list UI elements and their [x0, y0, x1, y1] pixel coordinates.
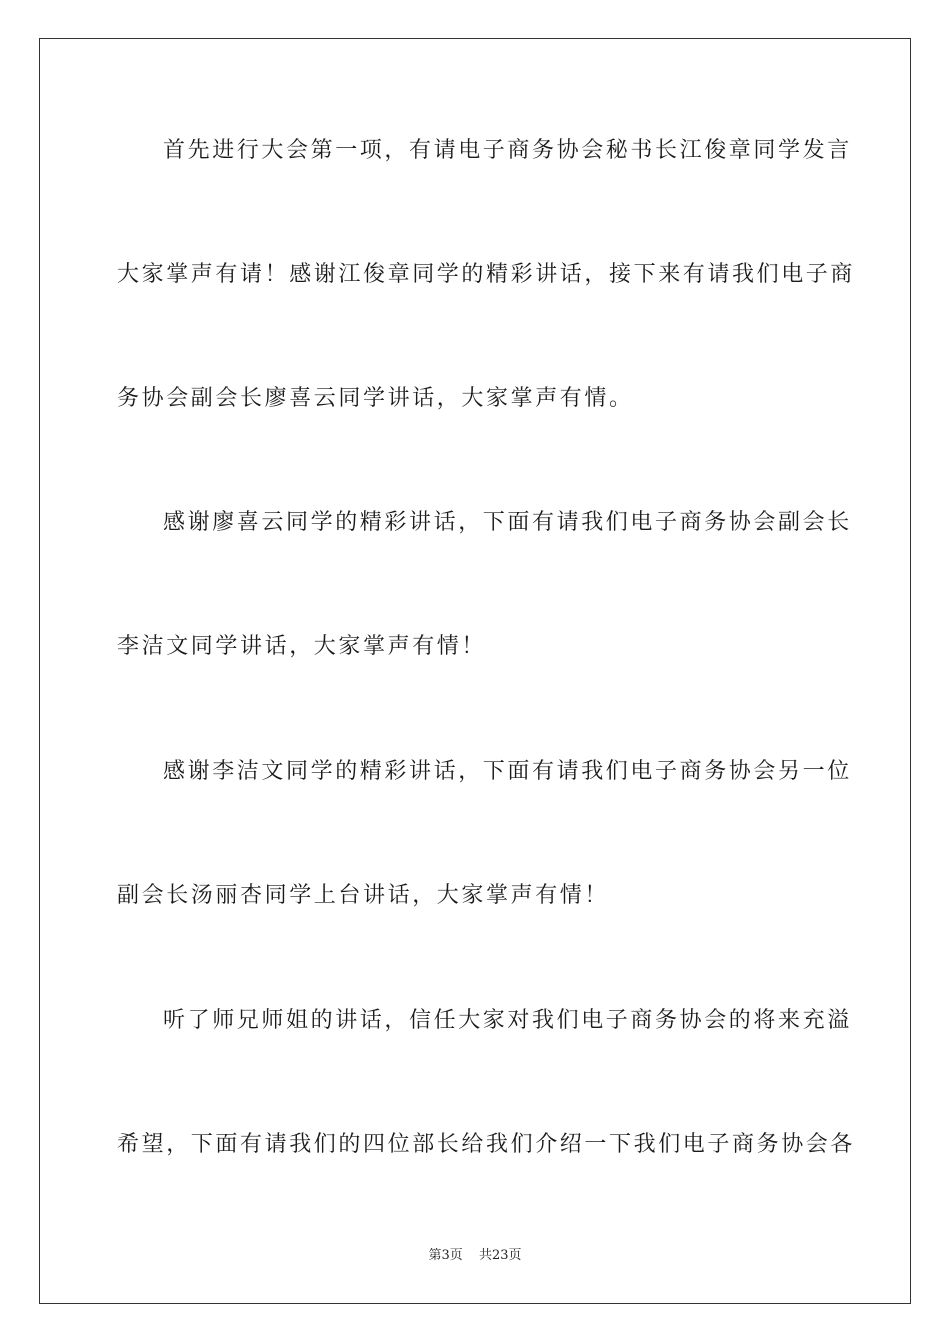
paragraph-line: 感谢廖喜云同学的精彩讲话，下面有请我们电子商务协会副会长 [163, 510, 852, 535]
paragraph-line: 希望，下面有请我们的四位部长给我们介绍一下我们电子商务协会各 [117, 1132, 856, 1157]
paragraph-line: 大家掌声有请！感谢江俊章同学的精彩讲话，接下来有请我们电子商 [117, 262, 856, 287]
paragraph-line: 感谢李洁文同学的精彩讲话，下面有请我们电子商务协会另一位 [163, 759, 852, 784]
page-footer [0, 1247, 950, 1265]
paragraph-line: 副会长汤丽杏同学上台讲话，大家掌声有情！ [117, 883, 610, 908]
page-total: 共23页 [478, 1248, 522, 1263]
page-number: 第3页 [428, 1248, 463, 1263]
paragraph-line: 首先进行大会第一项，有请电子商务协会秘书长江俊章同学发言 [163, 138, 852, 163]
paragraph-line: 务协会副会长廖喜云同学讲话，大家掌声有情。 [117, 386, 634, 411]
page-frame [39, 38, 911, 1304]
paragraph-line: 听了师兄师姐的讲话，信任大家对我们电子商务协会的将来充溢 [163, 1008, 852, 1033]
paragraph-line: 李洁文同学讲话，大家掌声有情！ [117, 634, 487, 659]
